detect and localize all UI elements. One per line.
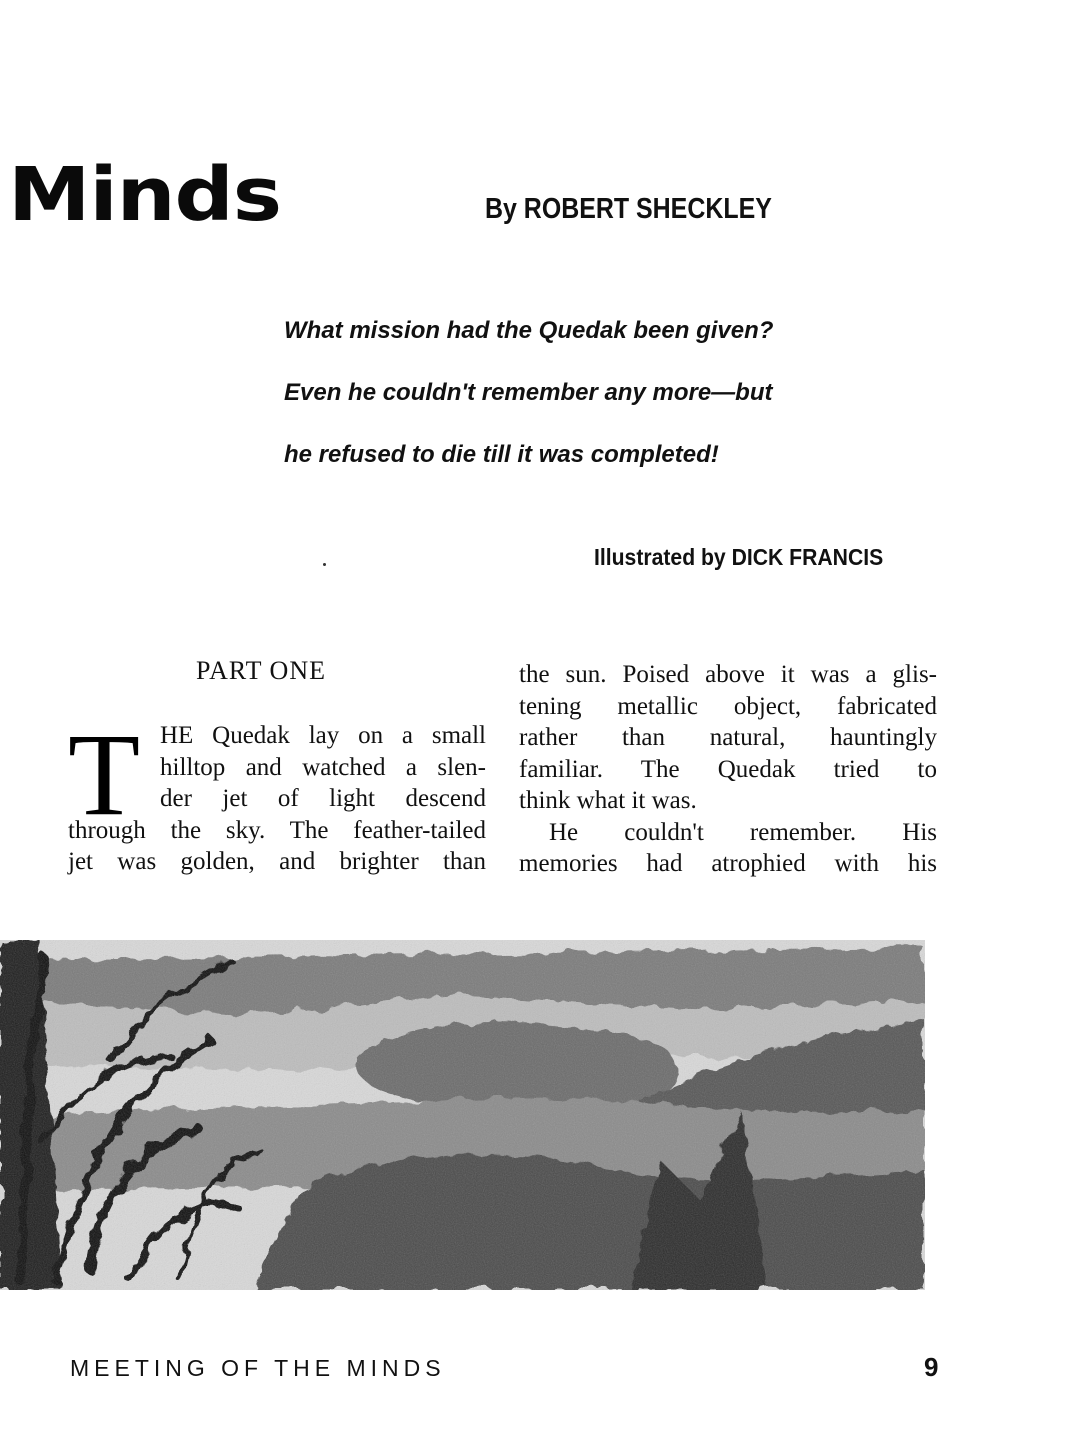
print-speck xyxy=(323,563,326,566)
drop-cap: T xyxy=(68,709,141,840)
text-line: the sun. Poised above it was a glis- xyxy=(519,661,937,688)
landscape-illustration xyxy=(0,940,925,1290)
text-line: think what it was. xyxy=(519,787,697,814)
text-line: He couldn't remember. His xyxy=(549,818,937,846)
story-title: Minds xyxy=(8,152,281,238)
text-line: jet was golden, and brighter than xyxy=(68,848,486,875)
story-blurb xyxy=(284,314,884,500)
text-column-left xyxy=(68,720,486,878)
running-footer: MEETING OF THE MINDS xyxy=(70,1355,446,1381)
text-line: der jet of light descend xyxy=(160,785,486,812)
text-line: memories had atrophied with his xyxy=(519,850,937,877)
blurb-line: What mission had the Quedak been given? xyxy=(284,317,774,344)
part-heading: PART ONE xyxy=(196,656,326,685)
text-line: rather than natural, hauntingly xyxy=(519,724,937,751)
author-byline: By ROBERT SHECKLEY xyxy=(485,193,772,225)
text-line: hilltop and watched a slen- xyxy=(160,753,486,781)
text-line: familiar. The Quedak tried to xyxy=(519,755,937,783)
blurb-line: he refused to die till it was completed! xyxy=(284,441,719,468)
text-line: tening metallic object, fabricated xyxy=(519,692,937,720)
text-column-right xyxy=(519,659,937,880)
text-line: through the sky. The feather-tailed xyxy=(68,816,486,844)
illustrator-credit: Illustrated by DICK FRANCIS xyxy=(594,544,884,570)
page-number: 9 xyxy=(924,1352,939,1382)
blurb-line: Even he couldn't remember any more—but xyxy=(284,379,773,406)
text-line: HE Quedak lay on a small xyxy=(160,722,486,749)
